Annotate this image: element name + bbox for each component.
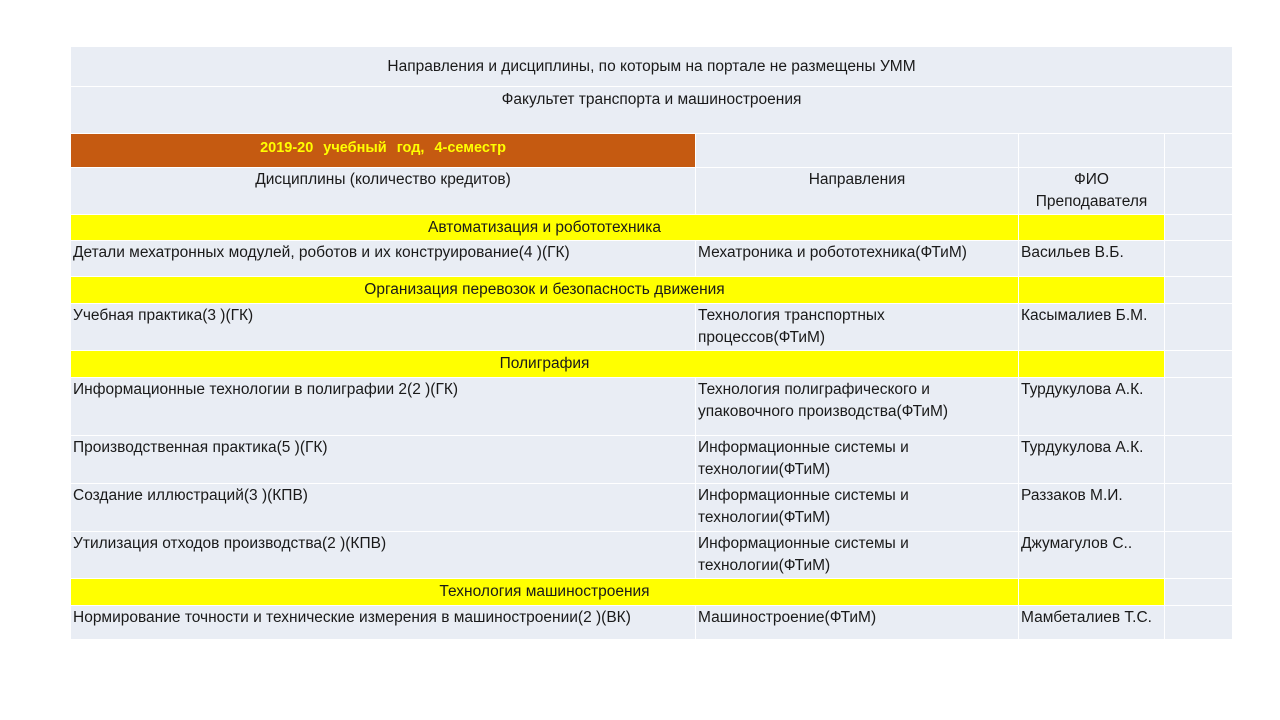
section-header-row xyxy=(71,215,1233,241)
header-disciplines: Дисциплины (количество кредитов) xyxy=(71,168,696,215)
empty-cell xyxy=(1165,241,1233,277)
teacher-cell: Мамбеталиев Т.С. xyxy=(1019,606,1165,640)
empty-cell xyxy=(1165,351,1233,378)
discipline-cell: Утилизация отходов производства(2 )(КПВ) xyxy=(71,532,696,579)
discipline-cell: Детали мехатронных модулей, роботов и их конструирование(4 )(ГК) xyxy=(71,241,696,277)
empty-cell xyxy=(1165,532,1233,579)
empty-cell xyxy=(1165,606,1233,640)
academic-period-label: 2019-20 учебный год, 4-семестр xyxy=(71,134,696,168)
discipline-cell: Информационные технологии в полиграфии 2(2 )(ГК) xyxy=(71,378,696,436)
empty-cell xyxy=(1165,168,1233,215)
section-name: Организация перевозок и безопасность движения xyxy=(71,277,1019,304)
table-row xyxy=(71,532,1233,579)
table-row xyxy=(71,436,1233,484)
section-highlight-cell xyxy=(1019,215,1165,241)
empty-cell xyxy=(1165,277,1233,304)
direction-cell: Информационные системы и технологии(ФТиМ) xyxy=(696,436,1019,484)
discipline-cell: Создание иллюстраций(3 )(КПВ) xyxy=(71,484,696,532)
discipline-cell: Нормирование точности и технические измерения в машиностроении(2 )(ВК) xyxy=(71,606,696,640)
teacher-cell: Турдукулова А.К. xyxy=(1019,378,1165,436)
teacher-cell: Турдукулова А.К. xyxy=(1019,436,1165,484)
table-row xyxy=(71,241,1233,277)
empty-cell xyxy=(1165,378,1233,436)
section-name: Полиграфия xyxy=(71,351,1019,378)
sections-body xyxy=(71,215,1233,640)
discipline-cell: Производственная практика(5 )(ГК) xyxy=(71,436,696,484)
empty-cell xyxy=(1165,304,1233,351)
teacher-cell: Раззаков М.И. xyxy=(1019,484,1165,532)
section-highlight-cell xyxy=(1019,351,1165,378)
table-title: Направления и дисциплины, по которым на портале не размещены УММ xyxy=(71,47,1233,87)
section-highlight-cell xyxy=(1019,579,1165,606)
table-row xyxy=(71,304,1233,351)
section-name: Технология машиностроения xyxy=(71,579,1019,606)
direction-cell: Информационные системы и технологии(ФТиМ) xyxy=(696,484,1019,532)
disciplines-table xyxy=(70,46,1233,640)
section-header-row xyxy=(71,579,1233,606)
direction-cell: Информационные системы и технологии(ФТиМ) xyxy=(696,532,1019,579)
direction-cell: Технология транспортных процессов(ФТиМ) xyxy=(696,304,1019,351)
table-row xyxy=(71,606,1233,640)
header-directions: Направления xyxy=(696,168,1019,215)
direction-cell: Мехатроника и робототехника(ФТиМ) xyxy=(696,241,1019,277)
header-teacher: ФИО Преподавателя xyxy=(1019,168,1165,215)
table-row xyxy=(71,484,1233,532)
teacher-cell: Джумагулов С.. xyxy=(1019,532,1165,579)
empty-cell xyxy=(1019,134,1165,168)
teacher-cell: Касымалиев Б.М. xyxy=(1019,304,1165,351)
empty-cell xyxy=(1165,215,1233,241)
direction-cell: Машиностроение(ФТиМ) xyxy=(696,606,1019,640)
section-header-row xyxy=(71,351,1233,378)
section-highlight-cell xyxy=(1019,277,1165,304)
direction-cell: Технология полиграфического и упаковочного производства(ФТиМ) xyxy=(696,378,1019,436)
section-header-row xyxy=(71,277,1233,304)
teacher-cell: Васильев В.Б. xyxy=(1019,241,1165,277)
table-row xyxy=(71,378,1233,436)
section-name: Автоматизация и робототехника xyxy=(71,215,1019,241)
empty-cell xyxy=(696,134,1019,168)
empty-cell xyxy=(1165,579,1233,606)
empty-cell xyxy=(1165,436,1233,484)
discipline-cell: Учебная практика(3 )(ГК) xyxy=(71,304,696,351)
faculty-name: Факультет транспорта и машиностроения xyxy=(71,87,1233,134)
empty-cell xyxy=(1165,484,1233,532)
empty-cell xyxy=(1165,134,1233,168)
